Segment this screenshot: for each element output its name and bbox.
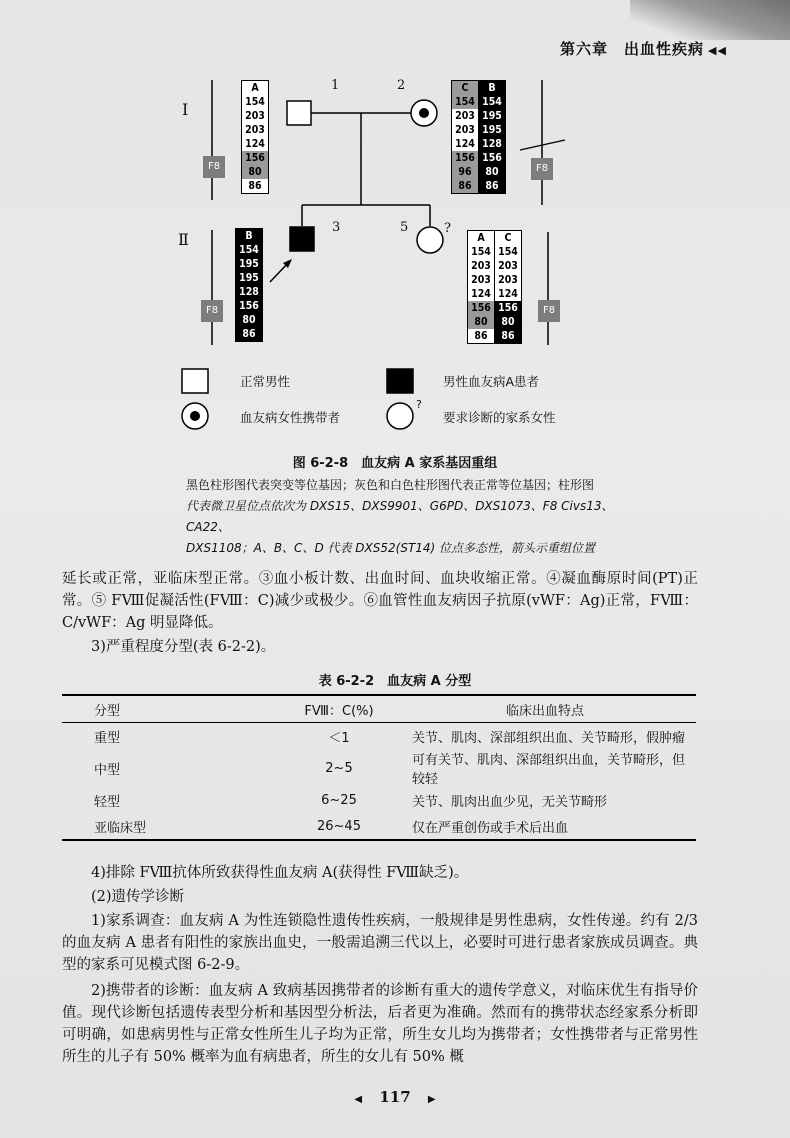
marker-value: 124	[495, 287, 521, 301]
table-cell: 仅在严重创伤或手术后出血	[412, 820, 569, 836]
paragraph: 4)排除 FⅧ抗体所致获得性血友病 A(获得性 FⅧ缺乏)。	[91, 865, 469, 881]
paragraph: 3)严重程度分型(表 6-2-2)。	[91, 639, 276, 655]
marker-value: 195	[479, 109, 505, 123]
marker-value: 203	[495, 259, 521, 273]
chapter-title: 第六章 出血性疾病	[560, 40, 705, 58]
severity-table	[62, 694, 696, 841]
haplotype-letter: B	[479, 81, 505, 95]
marker-value: 80	[468, 315, 494, 329]
paragraph: 1)家系调查：血友病 A 为性连锁隐性遗传性疾病，一般规律是男性患病，女性传递。约有 2/3 的血友病 A 患者有阳性的家族出血史，一般需追溯三代以上，必要时可进行患者家族成员调查。典型的家系可见模式图 6-2-9。	[62, 913, 698, 973]
figure-note	[186, 475, 626, 559]
figure-note-line: DXS1108；A、B、C、D 代表 DXS52(ST14) 位点多态性，箭头示重组位置	[186, 541, 596, 555]
individual-1-label: 1	[331, 78, 340, 93]
legend-black-square-icon	[387, 369, 413, 393]
marker-value: 128	[236, 285, 262, 299]
marker-value: 124	[468, 287, 494, 301]
table-row	[62, 813, 696, 840]
page-number	[0, 1088, 790, 1106]
consult-female-symbol	[417, 227, 443, 253]
generation-label-I: Ⅰ	[182, 100, 189, 119]
table-cell: 亚临床型	[94, 820, 147, 836]
marker-value: 154	[452, 95, 478, 109]
marker-value: 195	[236, 257, 262, 271]
header-arrows: ◀◀	[708, 44, 727, 57]
marker-value: 156	[468, 301, 494, 315]
table-cell: 中型	[94, 762, 121, 778]
individual-3-label: 3	[332, 220, 341, 235]
marker-value: 156	[495, 301, 521, 315]
haplotype-letter: B	[236, 229, 262, 243]
marker-value: 80	[479, 165, 505, 179]
marker-value: 154	[236, 243, 262, 257]
figure-note-line: 代表微卫星位点依次为 DXS15、DXS9901、G6PD、DXS1073、F8 Civs13、CA22、	[186, 499, 614, 534]
marker-value: 203	[452, 123, 478, 137]
marker-value: 96	[452, 165, 478, 179]
haplotype-letter: C	[452, 81, 478, 95]
page-number-text: 117	[379, 1088, 411, 1106]
figure-note-line: 黑色柱形图代表突变等位基因；灰色和白色柱形图代表正常等位基因；柱形图	[186, 478, 595, 492]
table-cell: 26~45	[317, 818, 361, 834]
table-cell: 关节、肌肉、深部组织出血、关节畸形，假肿瘤	[412, 730, 686, 746]
marker-value: 203	[242, 123, 268, 137]
marker-value: 154	[479, 95, 505, 109]
legend-square-icon	[182, 369, 208, 393]
marker-value: 203	[452, 109, 478, 123]
haplotype-I2-B	[478, 80, 506, 194]
marker-value: 154	[495, 245, 521, 259]
haplotype-II5-A	[467, 230, 495, 344]
f8-marker: F8	[201, 300, 223, 322]
table-header: 临床出血特点	[505, 703, 584, 719]
f8-marker: F8	[531, 158, 553, 180]
f8-marker: F8	[538, 300, 560, 322]
prev-arrow-icon: ◀	[354, 1094, 363, 1105]
table-cell: 2~5	[325, 760, 353, 776]
marker-value: 124	[242, 137, 268, 151]
paragraph: 2)携带者的诊断：血友病 A 致病基因携带者的诊断有重大的遗传学意义，对临床优生有指导价值。现代诊断包括遗传表型分析和基因型分析法，后者更为准确。然而有的携带状态经家系分析即可明确，如患病男性与正常女性所生儿子均为正常，所生女儿均为携带者；女性携带者与正常男性所生的儿子有 50% 概率为血有病患者，所生的女儿有 50% 概	[62, 983, 698, 1065]
marker-value: 80	[495, 315, 521, 329]
legend-carrier-female: 血友病女性携带者	[240, 410, 341, 425]
marker-value: 156	[479, 151, 505, 165]
marker-value: 154	[468, 245, 494, 259]
marker-value: 86	[495, 329, 521, 343]
haplotype-II5-C	[494, 230, 522, 344]
legend-normal-male: 正常男性	[240, 374, 291, 389]
haplotype-II3-B	[235, 228, 263, 342]
affected-male-symbol	[290, 227, 314, 251]
marker-value: 203	[242, 109, 268, 123]
haplotype-I1-A	[241, 80, 269, 194]
marker-value: 203	[495, 273, 521, 287]
marker-value: 86	[236, 327, 262, 341]
haplotype-letter: A	[468, 231, 494, 245]
table-cell: 6~25	[321, 792, 357, 808]
paragraph: (2)遗传学诊断	[91, 889, 185, 905]
table-cell: 关节、肌肉出血少见，无关节畸形	[412, 794, 608, 810]
table-title: 表 6-2-2 血友病 A 分型	[318, 674, 472, 689]
marker-value: 203	[468, 259, 494, 273]
marker-value: 156	[242, 151, 268, 165]
table-row	[62, 749, 696, 787]
legend-affected-male: 男性血友病A患者	[443, 374, 540, 389]
haplotype-letter: C	[495, 231, 521, 245]
paragraph: 延长或正常，亚临床型正常。③血小板计数、出血时间、血块收缩正常。④凝血酶原时间(PT)正常。⑤ FⅧ促凝活性(FⅧ：C)减少或极少。⑥血管性血友病因子抗原(vWF：Ag)正常，FⅧ：C/vWF：Ag 明显降低。	[62, 571, 698, 631]
individual-5-question: ?	[444, 221, 451, 236]
marker-value: 86	[242, 179, 268, 193]
haplotype-I2-C	[451, 80, 479, 194]
figure-caption: 图 6-2-8 血友病 A 家系基因重组	[292, 456, 498, 471]
table-header: 分型	[94, 703, 121, 719]
marker-value: 195	[236, 271, 262, 285]
marker-value: 195	[479, 123, 505, 137]
pedigree-figure	[0, 0, 790, 460]
marker-value: 124	[452, 137, 478, 151]
legend-consult-female: 要求诊断的家系女性	[443, 410, 556, 425]
marker-value: 203	[468, 273, 494, 287]
marker-value: 86	[479, 179, 505, 193]
marker-value: 80	[242, 165, 268, 179]
next-arrow-icon: ▶	[427, 1094, 436, 1105]
table-header: FⅧ：C(%)	[304, 703, 374, 719]
table-cell: 可有关节、肌肉、深部组织出血，关节畸形，但较轻	[412, 753, 686, 787]
table-cell: 轻型	[94, 794, 121, 810]
f8-marker: F8	[203, 156, 225, 178]
legend-question-mark: ?	[416, 398, 422, 411]
individual-5-label: 5	[400, 220, 409, 235]
marker-value: 86	[468, 329, 494, 343]
male-normal-symbol	[287, 101, 311, 125]
legend-circle-icon	[387, 403, 413, 429]
marker-value: 156	[236, 299, 262, 313]
table-cell: 重型	[94, 730, 121, 746]
marker-value: 80	[236, 313, 262, 327]
table-header-row	[62, 695, 696, 723]
haplotype-letter: A	[242, 81, 268, 95]
table-row	[62, 787, 696, 813]
table-row	[62, 723, 696, 750]
pedigree-lines	[0, 0, 790, 460]
table-cell: ＜1	[328, 730, 350, 746]
marker-value: 156	[452, 151, 478, 165]
marker-value: 86	[452, 179, 478, 193]
individual-2-label: 2	[397, 78, 406, 93]
marker-value: 154	[242, 95, 268, 109]
generation-label-II: Ⅱ	[178, 230, 189, 249]
marker-value: 128	[479, 137, 505, 151]
